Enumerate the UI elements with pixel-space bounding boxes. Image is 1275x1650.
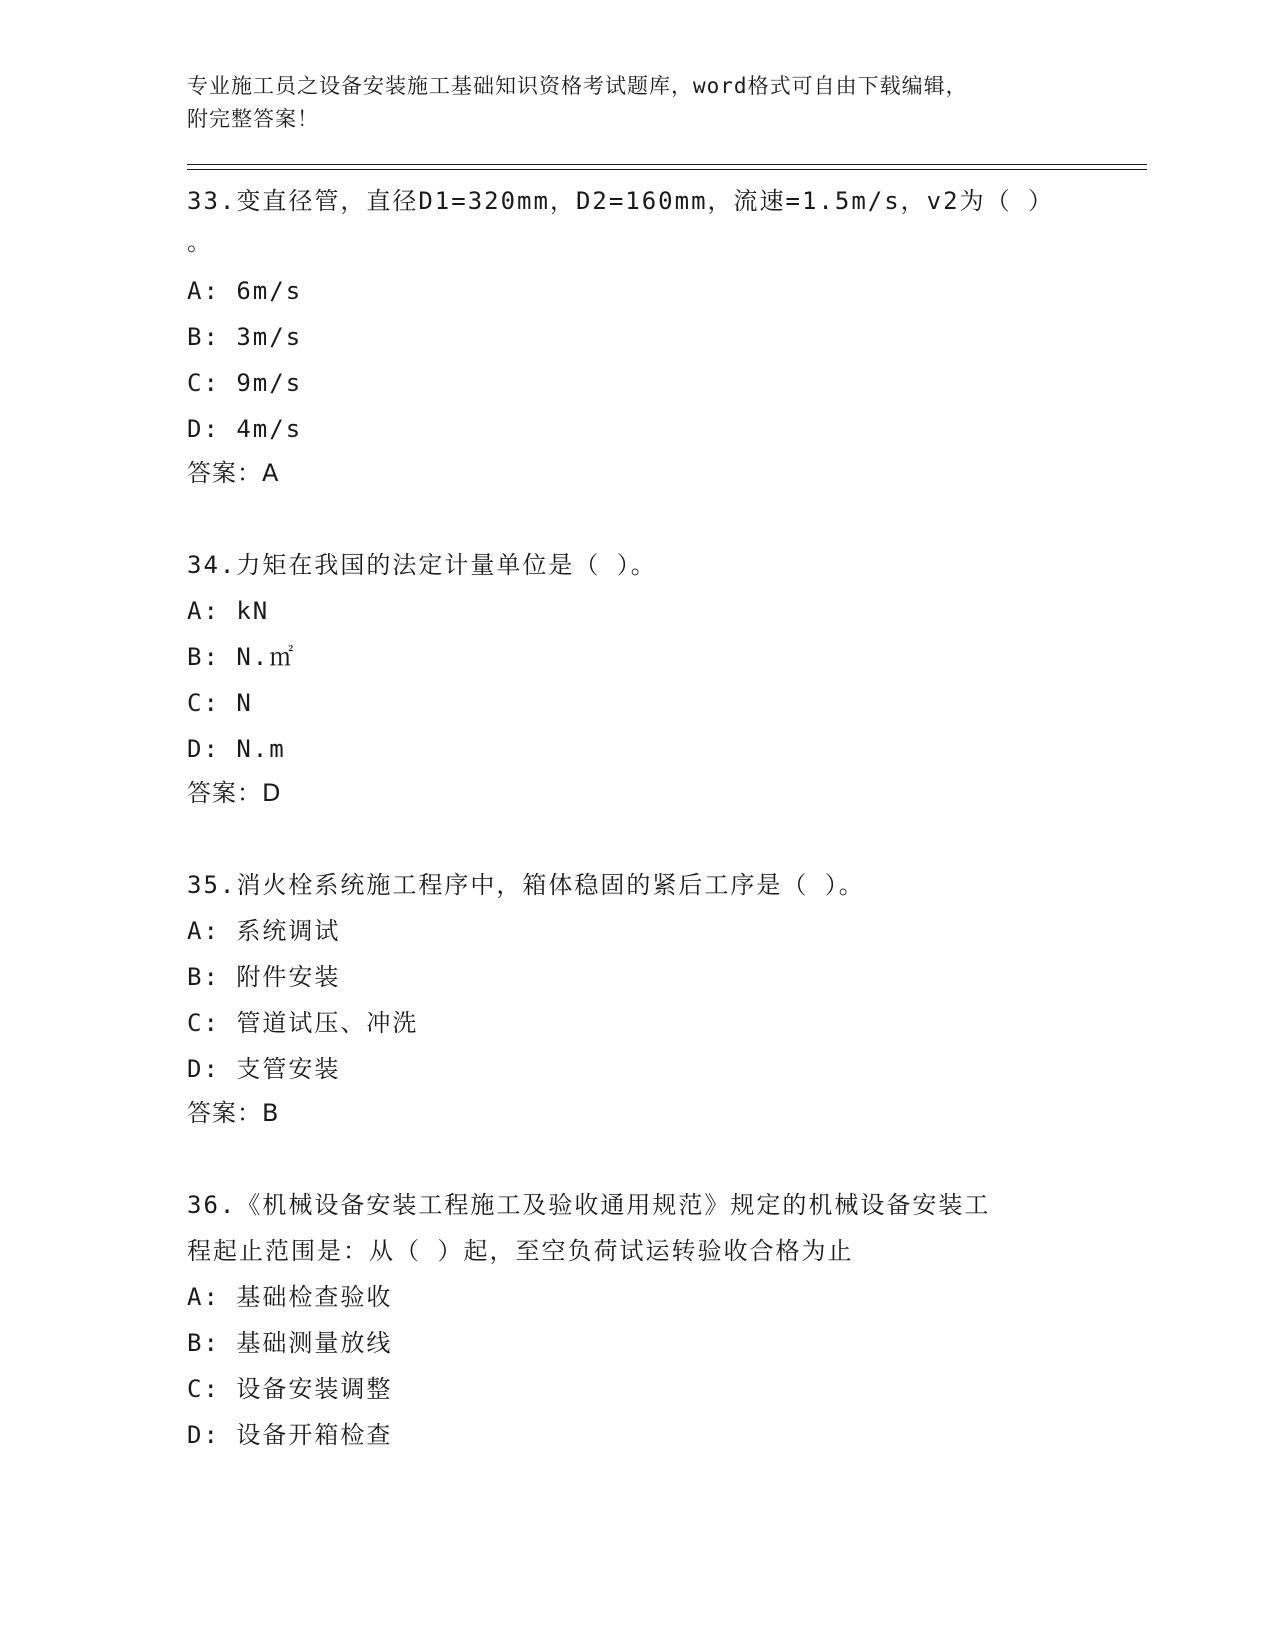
answer-line: 答案：A bbox=[187, 459, 280, 487]
option-a: A: 6m/s bbox=[187, 277, 303, 305]
question-34 bbox=[187, 542, 1147, 818]
question-text-continuation: 。 bbox=[187, 228, 213, 256]
question-spacer bbox=[187, 1138, 1147, 1182]
header-divider-bottom bbox=[187, 169, 1147, 170]
question-text: 36.《机械设备安装工程施工及验收通用规范》规定的机械设备安装工 bbox=[187, 1191, 991, 1219]
question-33 bbox=[187, 178, 1147, 498]
option-b: B: 3m/s bbox=[187, 323, 303, 351]
option-c: C: N bbox=[187, 689, 253, 717]
answer-line: 答案：B bbox=[187, 1099, 280, 1127]
option-d: D: N.m bbox=[187, 735, 286, 763]
question-text: 35.消火栓系统施工程序中，箱体稳固的紧后工序是（ ）。 bbox=[187, 871, 865, 899]
answer-line: 答案：D bbox=[187, 779, 282, 807]
question-36 bbox=[187, 1182, 1147, 1458]
question-text-continuation: 程起止范围是：从（ ）起，至空负荷试运转验收合格为止 bbox=[187, 1237, 854, 1265]
question-spacer bbox=[187, 498, 1147, 542]
option-b: B: 附件安装 bbox=[187, 963, 341, 991]
question-spacer bbox=[187, 818, 1147, 862]
option-c: C: 9m/s bbox=[187, 369, 303, 397]
option-b: B: 基础测量放线 bbox=[187, 1329, 393, 1357]
header-line-1: 专业施工员之设备安装施工基础知识资格考试题库，word格式可自由下载编辑， bbox=[187, 74, 968, 98]
option-c: C: 设备安装调整 bbox=[187, 1375, 393, 1403]
option-c: C: 管道试压、冲洗 bbox=[187, 1009, 419, 1037]
document-page bbox=[187, 70, 1147, 1458]
document-header bbox=[187, 70, 1147, 136]
option-a: A: 系统调试 bbox=[187, 917, 341, 945]
option-d: D: 4m/s bbox=[187, 415, 303, 443]
option-a: A: 基础检查验收 bbox=[187, 1283, 393, 1311]
question-text: 34.力矩在我国的法定计量单位是（ ）。 bbox=[187, 551, 657, 579]
option-b: B: N.㎡ bbox=[187, 643, 296, 671]
option-a: A: kN bbox=[187, 597, 270, 625]
question-35 bbox=[187, 862, 1147, 1138]
option-d: D: 设备开箱检查 bbox=[187, 1421, 393, 1449]
header-divider-top bbox=[187, 164, 1147, 165]
option-d: D: 支管安装 bbox=[187, 1055, 341, 1083]
header-line-2: 附完整答案！ bbox=[187, 107, 319, 131]
question-text: 33.变直径管，直径D1=320mm，D2=160mm，流速=1.5m/s，v2为（ ） bbox=[187, 187, 1055, 215]
